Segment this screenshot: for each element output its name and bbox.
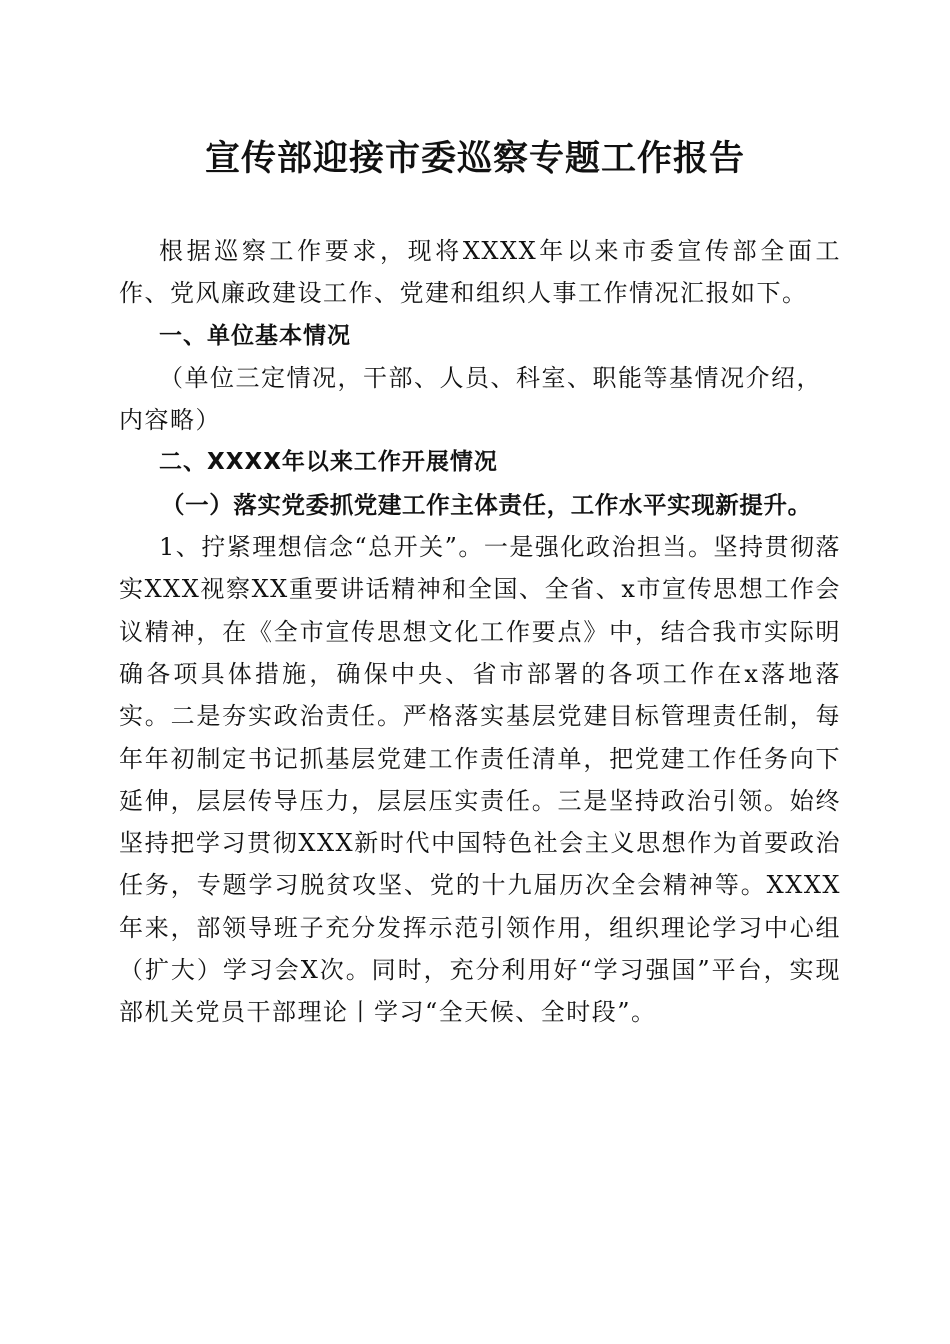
section-heading-2: 二、XXXX年以来工作开展情况	[159, 449, 498, 476]
item-paragraph-1: 1、拧紧理想信念“总开关”。一是强化政治担当。坚持贯彻落实XXX视察XX重要讲话精神和全国、全省、x市宣传思想工作会议精神，在《全市宣传思想文化工作要点》中，结合我市实际明确各项具体措施，确保中央、省市部署的各项工作在x落地落实。二是夯实政治责任。严格落实基层党建目标管理责任制，每年年初制定书记抓基层党建工作责任清单，把党建工作任务向下延伸，层层传导压力，层层压实责任。三是坚持政治引领。始终坚持把学习贯彻XXX新时代中国特色社会主义思想作为首要政治任务，专题学习脱贫攻坚、党的十九届历次全会精神等。XXXX年来，部领导班子充分发挥示范引领作用，组织理论学习中心组（扩大）学习会X次。同时，充分利用好“学习强国”平台，实现部机关党员干部理论丨学习“全天候、全时段”。	[119, 533, 841, 1027]
section-heading-1: 一、单位基本情况	[159, 322, 351, 349]
section-note-1: （单位三定情况，干部、人员、科室、职能等基情况介绍，内容略）	[119, 363, 822, 435]
intro-paragraph: 根据巡察工作要求，现将XXXX年以来市委宣传部全面工作、党风廉政建设工作、党建和组织人事工作情况汇报如下。	[119, 237, 841, 308]
document-body	[119, 230, 841, 1034]
subsection-heading-1: （一）落实党委抓党建工作主体责任，工作水平实现新提升。	[161, 490, 812, 519]
page-title: 宣传部迎接市委巡察专题工作报告	[204, 138, 745, 179]
